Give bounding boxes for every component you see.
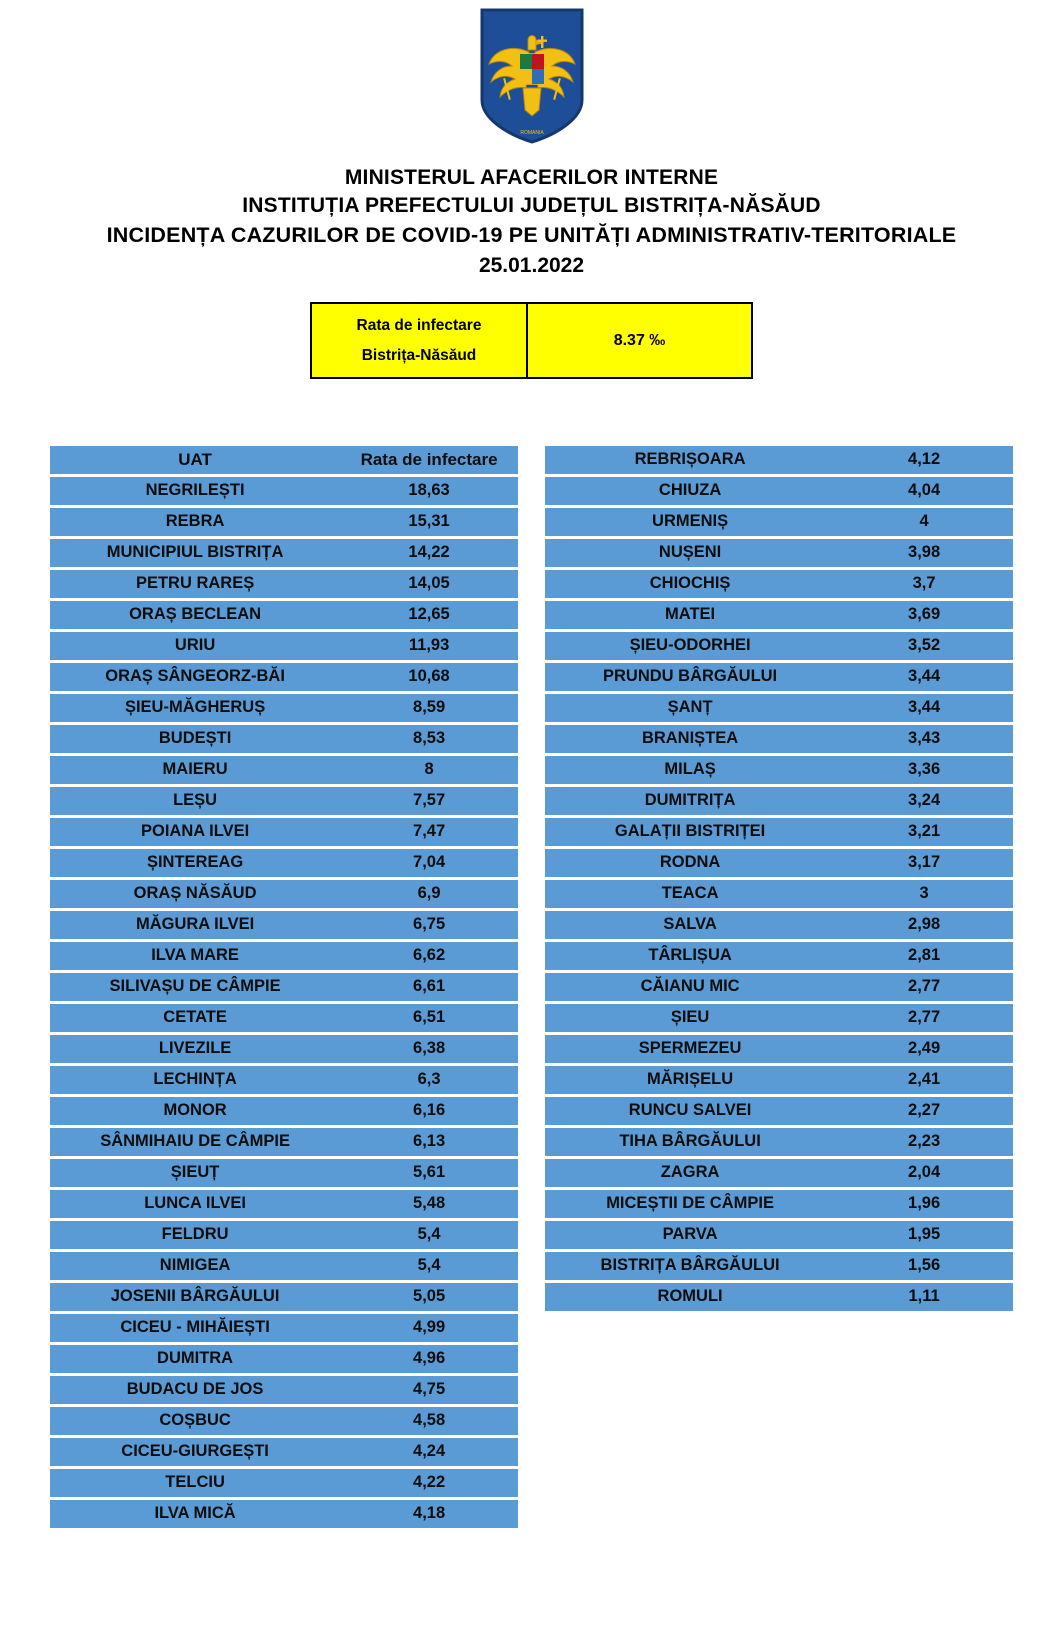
cell-uat-name: ȘIEU-ODORHEI	[629, 635, 751, 654]
cell-uat-name: DUMITRA	[157, 1348, 234, 1367]
cell-uat-name: ȘIEU-MĂGHERUȘ	[124, 697, 266, 716]
table-row	[545, 911, 1013, 939]
cell-infection-rate: 7,57	[413, 790, 446, 809]
table-row	[545, 601, 1013, 629]
table-row	[545, 1252, 1013, 1280]
county-rate-box	[310, 302, 753, 379]
cell-infection-rate: 11,93	[408, 635, 450, 654]
cell-infection-rate: 8,53	[413, 728, 446, 747]
table-row	[545, 1190, 1013, 1218]
cell-uat-name: LIVEZILE	[158, 1038, 232, 1057]
cell-uat-name: BRANIȘTEA	[641, 728, 739, 747]
cell-uat-name: BISTRIȚA BÂRGĂULUI	[600, 1255, 780, 1274]
cell-infection-rate: 2,77	[908, 1007, 941, 1026]
ministry-title: MINISTERUL AFACERILOR INTERNE	[344, 166, 719, 189]
table-row	[50, 539, 518, 567]
cell-uat-name: RUNCU SALVEI	[628, 1100, 752, 1119]
cell-uat-name: REBRIȘOARA	[634, 449, 746, 468]
table-row	[50, 663, 518, 691]
cell-uat-name: GALAȚII BISTRIȚEI	[614, 821, 766, 840]
county-rate-label-line1: Rata de infectare	[356, 317, 482, 335]
cell-infection-rate: 1,11	[908, 1286, 940, 1305]
table-row	[50, 725, 518, 753]
cell-infection-rate: 6,75	[413, 914, 446, 933]
cell-uat-name: PRUNDU BÂRGĂULUI	[602, 666, 778, 685]
cell-infection-rate: 3,21	[908, 821, 941, 840]
table-row	[50, 1345, 518, 1373]
table-row	[545, 694, 1013, 722]
cell-infection-rate: 2,77	[908, 976, 941, 995]
table-row	[545, 942, 1013, 970]
table-row	[545, 1159, 1013, 1187]
table-row	[50, 787, 518, 815]
table-row	[545, 756, 1013, 784]
cell-infection-rate: 6,13	[413, 1131, 446, 1150]
cell-infection-rate: 6,62	[413, 945, 446, 964]
cell-infection-rate: 4,04	[908, 480, 941, 499]
table-row	[545, 1035, 1013, 1063]
cell-uat-name: MATEI	[665, 604, 716, 623]
cell-uat-name: CHIOCHIȘ	[649, 573, 731, 592]
cell-uat-name: REBRA	[165, 511, 225, 530]
table-row	[50, 911, 518, 939]
cell-infection-rate: 4,96	[413, 1348, 446, 1367]
table-row	[545, 632, 1013, 660]
cell-uat-name: MONOR	[163, 1100, 227, 1119]
column-header-rate: Rata de infectare	[360, 449, 498, 469]
cell-infection-rate: 6,16	[413, 1100, 446, 1119]
cell-infection-rate: 1,56	[908, 1255, 941, 1274]
cell-infection-rate: 2,23	[908, 1131, 941, 1150]
cell-infection-rate: 4,75	[413, 1379, 446, 1398]
table-row	[545, 446, 1013, 474]
cell-uat-name: NEGRILEȘTI	[145, 480, 245, 499]
cell-uat-name: SÂNMIHAIU DE CÂMPIE	[100, 1131, 290, 1150]
right-column	[545, 443, 1013, 1531]
cell-uat-name: TÂRLIȘUA	[648, 945, 732, 964]
cell-uat-name: ILVA MICĂ	[154, 1503, 236, 1522]
cell-uat-name: ORAȘ SÂNGEORZ-BĂI	[105, 666, 285, 685]
cell-uat-name: ORAȘ NĂSĂUD	[133, 883, 257, 902]
table-row	[50, 1128, 518, 1156]
cell-uat-name: DUMITRIȚA	[644, 790, 736, 809]
table-row	[545, 725, 1013, 753]
cell-infection-rate: 4,18	[413, 1503, 446, 1522]
cell-infection-rate: 5,4	[417, 1255, 441, 1274]
cell-infection-rate: 3,36	[908, 759, 941, 778]
cell-uat-name: ȘINTEREAG	[146, 852, 244, 871]
document-header	[0, 164, 1063, 280]
cell-infection-rate: 2,04	[908, 1162, 941, 1181]
svg-text:ROMANIA: ROMANIA	[519, 130, 544, 136]
table-row	[545, 570, 1013, 598]
uat-table-left	[50, 443, 518, 1531]
cell-infection-rate: 3,69	[908, 604, 941, 623]
cell-infection-rate: 6,3	[417, 1069, 441, 1088]
county-rate-label	[312, 304, 528, 377]
table-row	[50, 756, 518, 784]
table-row	[50, 1283, 518, 1311]
cell-infection-rate: 5,48	[413, 1193, 446, 1212]
cell-uat-name: SALVA	[663, 914, 717, 933]
table-row	[50, 1314, 518, 1342]
cell-uat-name: MĂGURA ILVEI	[135, 914, 255, 933]
table-row	[50, 880, 518, 908]
cell-infection-rate: 2,81	[908, 945, 941, 964]
table-row	[545, 1004, 1013, 1032]
cell-infection-rate: 3,7	[912, 573, 936, 592]
cell-infection-rate: 1,95	[908, 1224, 941, 1243]
cell-infection-rate: 2,41	[908, 1069, 941, 1088]
cell-uat-name: COȘBUC	[159, 1410, 231, 1429]
table-row	[545, 1283, 1013, 1311]
table-row	[50, 973, 518, 1001]
cell-uat-name: FELDRU	[161, 1224, 229, 1243]
cell-uat-name: POIANA ILVEI	[140, 821, 250, 840]
table-row	[545, 1097, 1013, 1125]
table-row	[50, 1438, 518, 1466]
cell-infection-rate: 3,24	[908, 790, 941, 809]
table-row	[50, 818, 518, 846]
cell-uat-name: MĂRIȘELU	[646, 1069, 734, 1088]
cell-uat-name: MICEȘTII DE CÂMPIE	[606, 1193, 774, 1212]
cell-infection-rate: 5,05	[413, 1286, 446, 1305]
table-row	[50, 1004, 518, 1032]
cell-uat-name: ȘIEU	[670, 1007, 710, 1026]
cell-infection-rate: 2,27	[908, 1100, 941, 1119]
table-row	[50, 1190, 518, 1218]
cell-infection-rate: 14,22	[408, 542, 450, 561]
cell-uat-name: NIMIGEA	[159, 1255, 231, 1274]
cell-infection-rate: 3,98	[908, 542, 941, 561]
romania-coat-of-arms-icon	[478, 8, 586, 144]
cell-infection-rate: 7,47	[413, 821, 446, 840]
cell-infection-rate: 3,52	[908, 635, 941, 654]
cell-infection-rate: 1,96	[908, 1193, 941, 1212]
county-rate-label-line2: Bistrița-Năsăud	[361, 346, 477, 364]
table-row	[50, 1066, 518, 1094]
table-row	[50, 1407, 518, 1435]
table-row	[50, 1376, 518, 1404]
cell-uat-name: ZAGRA	[660, 1162, 720, 1181]
table-row	[50, 1221, 518, 1249]
cell-uat-name: ȘIEUȚ	[170, 1162, 220, 1181]
cell-uat-name: LEȘU	[173, 790, 218, 809]
cell-infection-rate: 4,22	[413, 1472, 446, 1491]
uat-table-right	[545, 443, 1013, 1314]
cell-uat-name: LUNCA ILVEI	[144, 1193, 246, 1212]
cell-infection-rate: 2,49	[908, 1038, 941, 1057]
cell-uat-name: BUDACU DE JOS	[126, 1379, 264, 1398]
cell-uat-name: TIHA BÂRGĂULUI	[619, 1131, 761, 1150]
cell-infection-rate: 2,98	[908, 914, 941, 933]
cell-infection-rate: 14,05	[408, 573, 450, 592]
column-header-uat: UAT	[178, 449, 212, 469]
cell-uat-name: CĂIANU MIC	[640, 976, 740, 995]
cell-infection-rate: 18,63	[408, 480, 450, 499]
cell-uat-name: SILIVAȘU DE CÂMPIE	[109, 976, 281, 995]
cell-infection-rate: 4,12	[908, 449, 941, 468]
cell-uat-name: URMENIȘ	[652, 511, 729, 530]
cell-infection-rate: 15,31	[408, 511, 450, 530]
table-row	[50, 942, 518, 970]
cell-infection-rate: 3,44	[908, 697, 941, 716]
cell-uat-name: JOSENII BÂRGĂULUI	[110, 1286, 280, 1305]
table-row	[50, 1159, 518, 1187]
cell-uat-name: RODNA	[659, 852, 721, 871]
institution-title: INSTITUȚIA PREFECTULUI JUDEȚUL BISTRIȚA-NĂSĂUD	[242, 194, 821, 218]
table-row	[545, 787, 1013, 815]
cell-uat-name: ILVA MARE	[151, 945, 239, 964]
table-row	[545, 508, 1013, 536]
table-row	[545, 663, 1013, 691]
report-date: 25.01.2022	[478, 253, 585, 277]
table-row	[50, 694, 518, 722]
left-column	[50, 443, 518, 1531]
cell-infection-rate: 7,04	[413, 852, 446, 871]
cell-uat-name: CICEU - MIHĂIEȘTI	[120, 1317, 270, 1336]
table-row	[545, 818, 1013, 846]
table-row	[545, 1221, 1013, 1249]
cell-infection-rate: 3	[919, 883, 929, 902]
cell-uat-name: BUDEȘTI	[158, 728, 232, 747]
cell-infection-rate: 5,4	[417, 1224, 441, 1243]
cell-uat-name: ROMULI	[657, 1286, 723, 1305]
cell-infection-rate: 3,17	[908, 852, 941, 871]
report-title: INCIDENȚA CAZURILOR DE COVID-19 PE UNITĂȚI ADMINISTRATIV-TERITORIALE	[106, 222, 957, 247]
table-row	[545, 477, 1013, 505]
table-row	[545, 1066, 1013, 1094]
table-row	[50, 1252, 518, 1280]
cell-infection-rate: 10,68	[408, 666, 450, 685]
table-row	[50, 477, 518, 505]
table-row	[50, 1035, 518, 1063]
cell-uat-name: ȘANȚ	[667, 697, 713, 716]
cell-uat-name: ORAȘ BECLEAN	[129, 604, 262, 623]
cell-infection-rate: 6,51	[413, 1007, 446, 1026]
table-row	[545, 849, 1013, 877]
tables-container	[0, 443, 1063, 1531]
cell-infection-rate: 4,99	[413, 1317, 446, 1336]
table-row	[545, 880, 1013, 908]
cell-uat-name: CHIUZA	[658, 480, 722, 499]
cell-uat-name: MUNICIPIUL BISTRIȚA	[106, 542, 284, 561]
cell-uat-name: NUȘENI	[658, 542, 722, 561]
cell-infection-rate: 4,58	[413, 1410, 446, 1429]
cell-uat-name: CICEU-GIURGEȘTI	[121, 1441, 269, 1460]
table-row	[545, 539, 1013, 567]
cell-uat-name: MAIERU	[162, 759, 228, 778]
cell-uat-name: TELCIU	[165, 1472, 225, 1491]
cell-infection-rate: 12,65	[408, 604, 450, 623]
cell-uat-name: LECHINȚA	[153, 1069, 237, 1088]
crest-container	[0, 0, 1063, 144]
table-row	[50, 570, 518, 598]
cell-infection-rate: 6,38	[413, 1038, 446, 1057]
table-row	[50, 1097, 518, 1125]
table-row	[50, 508, 518, 536]
cell-infection-rate: 5,61	[413, 1162, 446, 1181]
cell-uat-name: URIU	[174, 635, 216, 654]
county-rate-value: 8.37 ‰	[528, 304, 751, 377]
cell-infection-rate: 8	[424, 759, 434, 778]
table-row	[50, 1469, 518, 1497]
cell-infection-rate: 6,61	[413, 976, 446, 995]
table-row	[50, 601, 518, 629]
table-header-row	[50, 446, 518, 474]
cell-uat-name: PARVA	[662, 1224, 718, 1243]
cell-infection-rate: 8,59	[413, 697, 446, 716]
cell-infection-rate: 3,44	[908, 666, 941, 685]
cell-infection-rate: 4	[919, 511, 929, 530]
cell-uat-name: CETATE	[163, 1007, 227, 1026]
table-row	[545, 973, 1013, 1001]
cell-infection-rate: 4,24	[413, 1441, 446, 1460]
cell-uat-name: PETRU RAREȘ	[135, 573, 255, 592]
cell-infection-rate: 3,43	[908, 728, 941, 747]
table-row	[50, 632, 518, 660]
table-row	[50, 1500, 518, 1528]
table-row	[50, 849, 518, 877]
table-row	[545, 1128, 1013, 1156]
cell-uat-name: TEACA	[661, 883, 719, 902]
cell-uat-name: SPERMEZEU	[638, 1038, 742, 1057]
cell-infection-rate: 6,9	[417, 883, 441, 902]
cell-uat-name: MILAȘ	[664, 759, 716, 778]
